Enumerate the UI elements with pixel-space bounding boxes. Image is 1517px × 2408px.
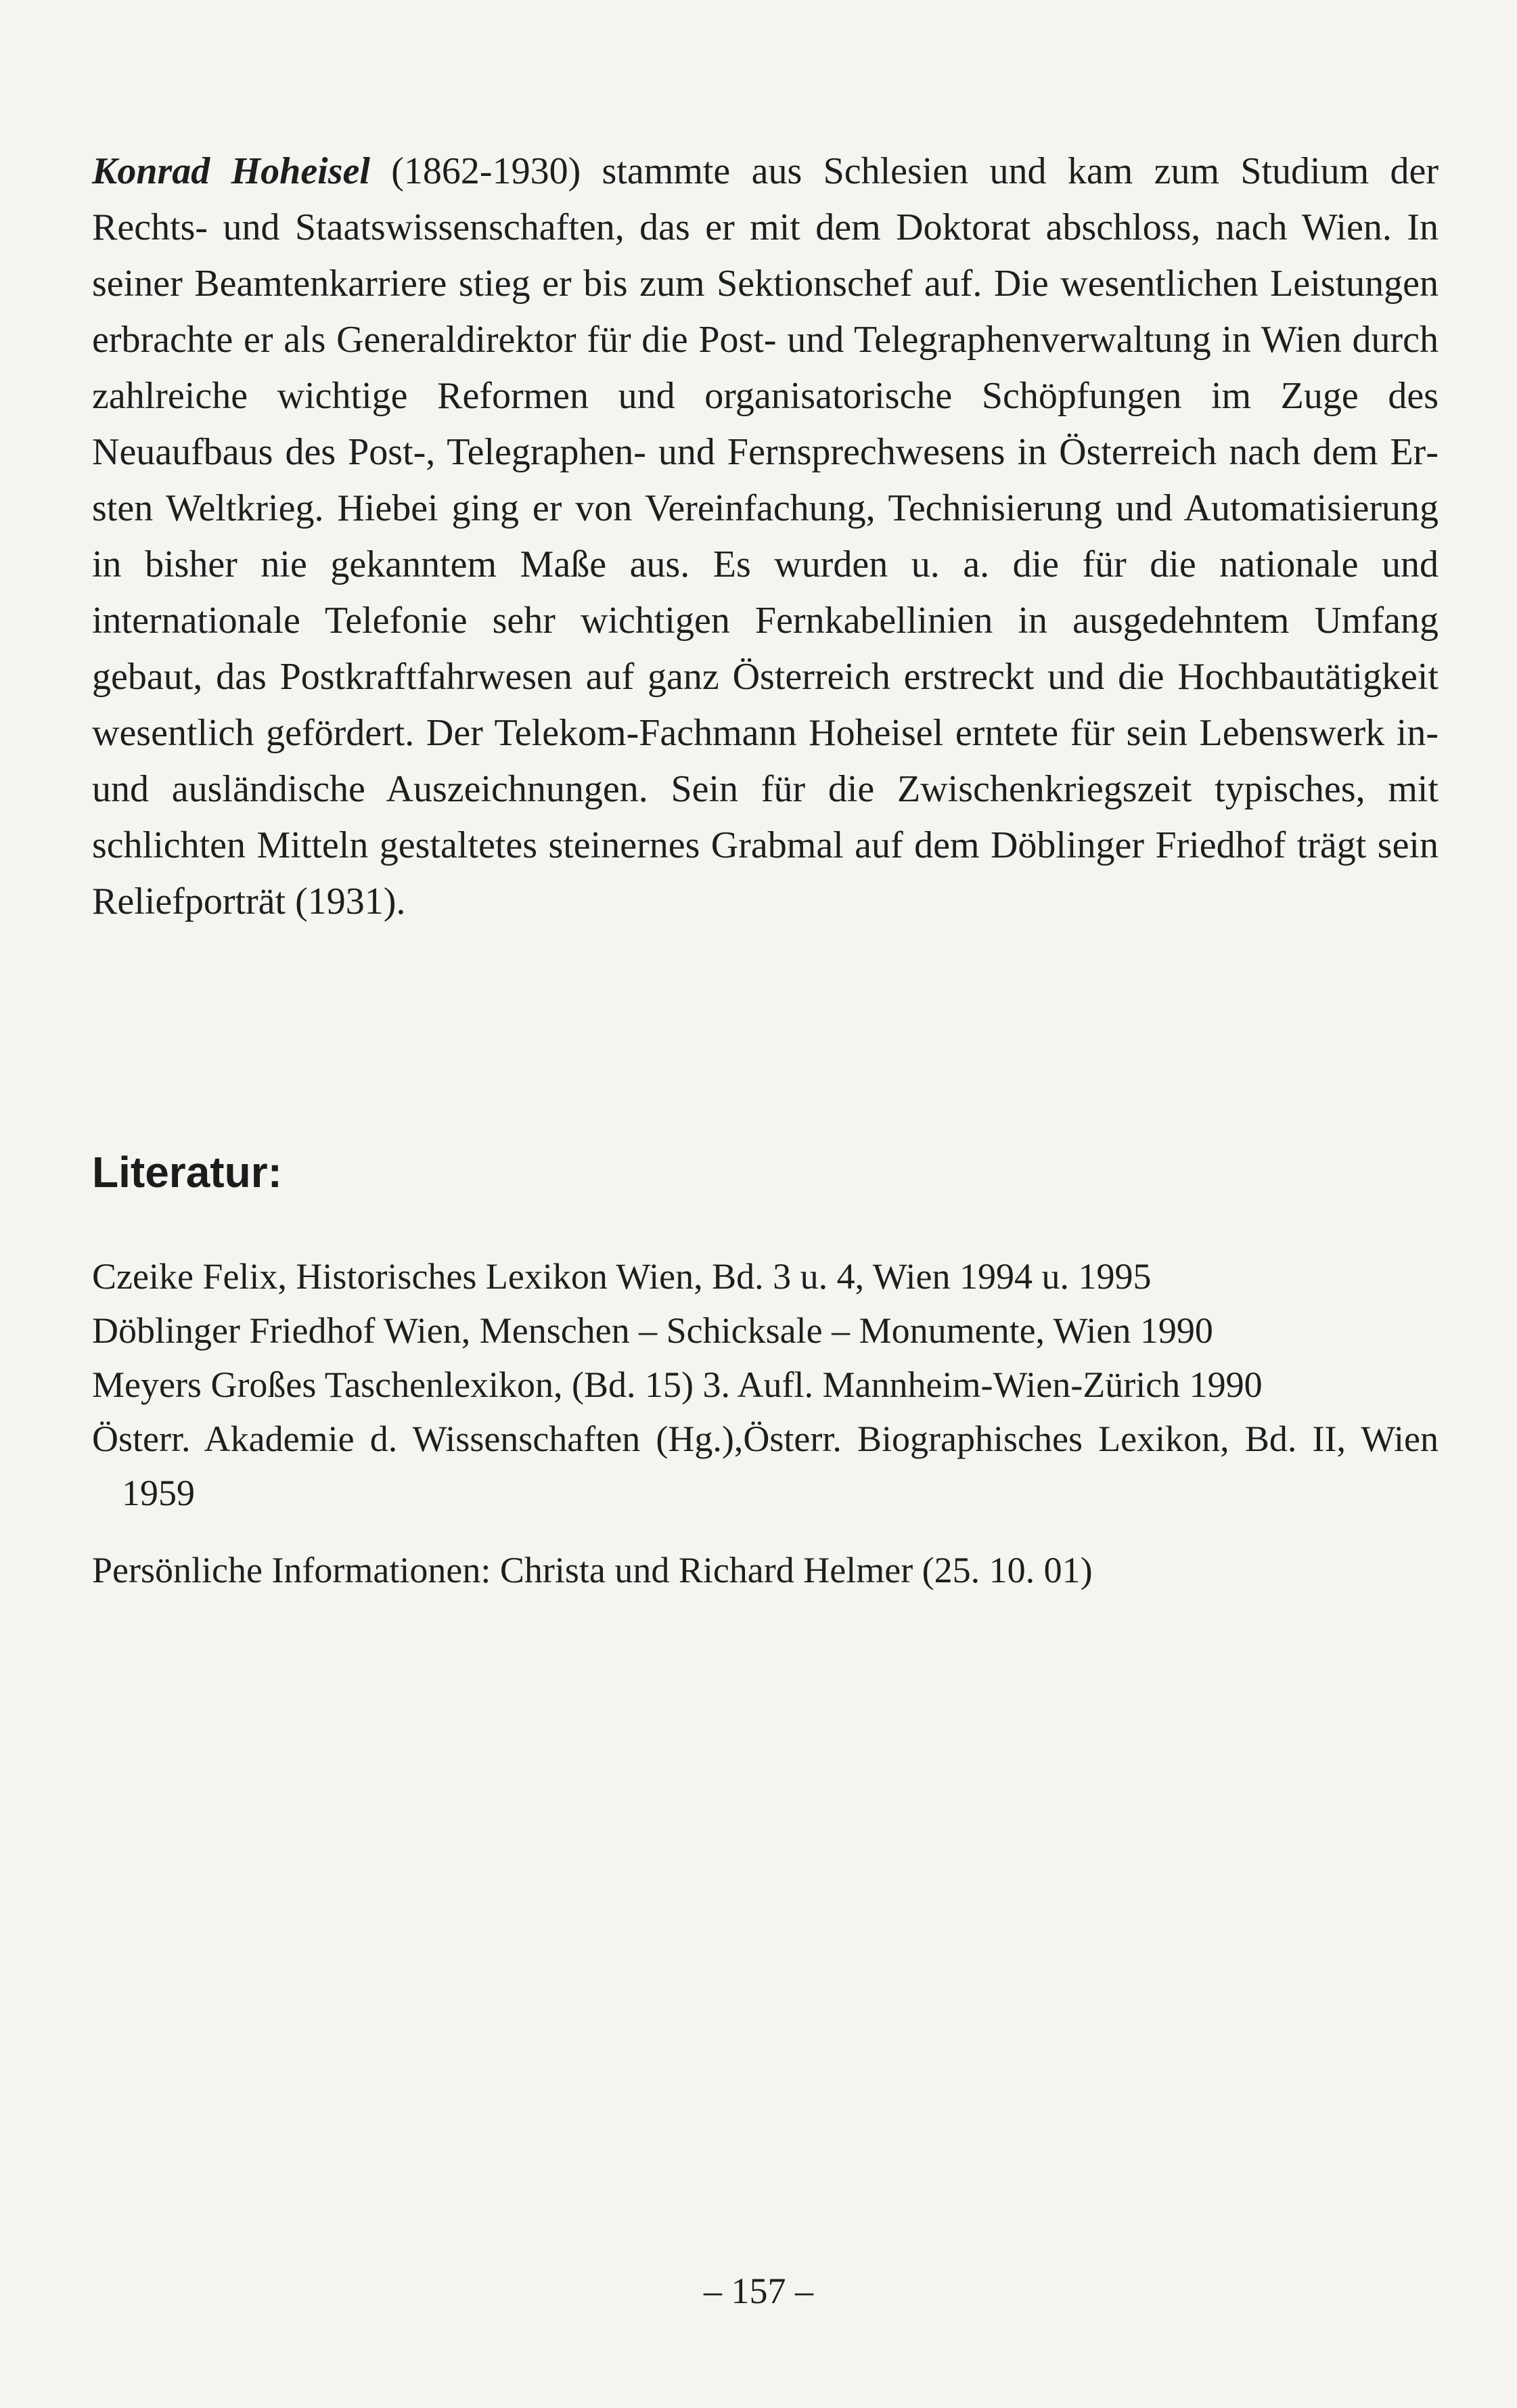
biography-paragraph: [92, 143, 1439, 930]
reference-item: Döblinger Friedhof Wien, Menschen – Schicksale – Monumente, Wien 1990: [92, 1310, 1213, 1351]
literature-heading: Literatur:: [92, 1148, 282, 1197]
page-number: – 157 –: [704, 2271, 813, 2311]
personal-information-note: Persönliche Informationen: Christa und Richard Helmer (25. 10. 01): [92, 1550, 1093, 1590]
person-name: Konrad Hoheisel: [92, 150, 370, 192]
biography-text: (1862-1930) stammte aus Schlesien und kam zum Studium der Rechts- und Staatswissenschaften, das er mit dem Doktorat abschloss, nach Wien. In seiner Beamtenkarriere stieg er bis zum Sektionschef auf. Die wesentlichen Leistungen erbrachte er als Generaldirektor für die Post- und Telegraphenverwaltung in Wien durch zahlreiche wichtige Reformen und organisatorische Schöpfungen im Zuge des Neuaufbaus des Post-, Telegraphen- und Fernsprechwesens in Österreich nach dem Ersten Weltkrieg. Hiebei ging er von Vereinfachung, Technisierung und Automatisierung in bisher nie gekanntem Maße aus. Es wurden u. a. die für die nationale und internationale Telefonie sehr wichtigen Fernkabellinien in ausgedehntem Umfang gebaut, das Postkraftfahrwesen auf ganz Österreich erstreckt und die Hochbautätigkeit wesentlich gefördert. Der Telekom-Fachmann Hoheisel erntete für sein Lebenswerk in- und ausländische Auszeichnungen. Sein für die Zwischenkriegszeit typisches, mit schlichten Mitteln gestaltetes steinernes Grabmal auf dem Döblinger Friedhof trägt sein Reliefporträt (1931).: [92, 150, 1439, 922]
reference-item: Österr. Akademie d. Wissenschaften (Hg.),Österr. Biographisches Lexikon, Bd. II, Wien 1959: [92, 1419, 1439, 1513]
reference-item: Czeike Felix, Historisches Lexikon Wien, Bd. 3 u. 4, Wien 1994 u. 1995: [92, 1256, 1152, 1297]
reference-item: Meyers Großes Taschenlexikon, (Bd. 15) 3. Aufl. Mannheim-Wien-Zürich 1990: [92, 1364, 1263, 1405]
reference-list: [92, 1249, 1439, 1597]
